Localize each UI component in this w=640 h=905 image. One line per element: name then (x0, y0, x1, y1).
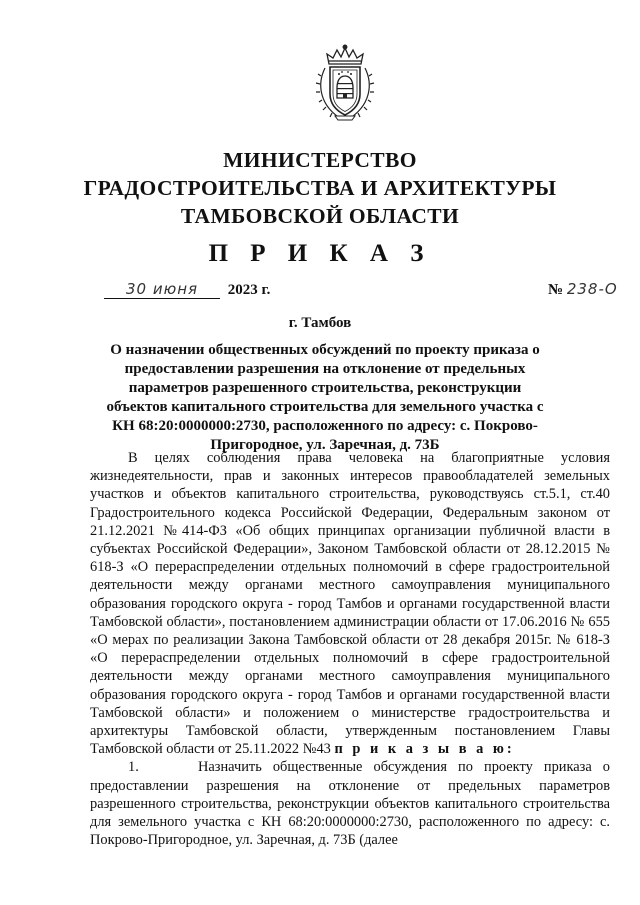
item-1-number: 1. (128, 759, 139, 776)
number-prefix: № (548, 282, 564, 298)
order-number (548, 280, 618, 299)
number-handwritten: 238-О (566, 280, 618, 298)
ministry-name-line-3: ТАМБОВСКОЙ ОБЛАСТИ (180, 204, 460, 228)
order-title: П Р И К А З (208, 240, 432, 267)
date-year: 2023 г. (227, 282, 271, 298)
document-body (90, 449, 610, 849)
city: г. Тамбов (288, 315, 352, 331)
body-item-1 (90, 758, 610, 849)
prikazyvayu-keyword: п р и к а з ы в а ю: (334, 741, 515, 758)
order-subject: О назначении общественных обсуждений по проекту приказа о предоставлении разрешения на отклонение от предельных параметров разрешенного строительства, реконструкции объектов капитального строительства для земельного участка с КН 68:20:0000000:2730, расположенного по адресу: с. Покрово-Пригородное, ул. Заречная, д. 73Б (106, 342, 544, 453)
coat-of-arms-emblem (315, 44, 375, 124)
ministry-name-line-1: МИНИСТЕРСТВО (223, 148, 417, 172)
date-handwritten: 30 июня (104, 280, 220, 299)
body-paragraph-1 (90, 449, 610, 758)
ministry-name-line-2: ГРАДОСТРОИТЕЛЬСТВА И АРХИТЕКТУРЫ (83, 176, 557, 200)
order-date (104, 280, 270, 299)
body-paragraph-1-text: В целях соблюдения права человека на благоприятные условия жизнедеятельности, прав и законных интересов правообладателей земельных участков и объектов капитального строительства, руководствуясь ст.5.1, ст.40 Градостроительного кодекса Российской Федерации, Федеральным законом от 21.12.2021 №414-ФЗ «Об общих принципах организации публичной власти в субъектах Российской Федерации», Законом Тамбовской области от 28.12.2015 № 618-З «О перераспределении отдельных полномочий в сфере градостроительной деятельности между органами местного самоуправления муниципального образования городского округа - город Тамбов и органами государственной власти Тамбовской области», постановлением администрации области от 17.06.2016 № 655 «О мерах по реализации Закона Тамбовской области от 28 декабря 2015г. № 618-З «О перераспределении отдельных полномочий в сфере градостроительной деятельности между органами местного самоуправления муниципального образования городского округа - город Тамбов и органами государственной власти Тамбовской области» и положением о министерстве градостроительства и архитектуры Тамбовской области, утвержденным постановлением Главы Тамбовской области от 25.11.2022 №43 (90, 450, 610, 758)
item-1-text: Назначить общественные обсуждения по проекту приказа о предоставлении разрешения на отклонение от предельных параметров разрешенного строительства, реконструкции объектов капитального строительства для земельного участка с КН 68:20:0000000:2730, расположенного по адресу: с. Покрово-Пригородное, ул. Заречная, д. 73Б (далее (90, 759, 610, 849)
